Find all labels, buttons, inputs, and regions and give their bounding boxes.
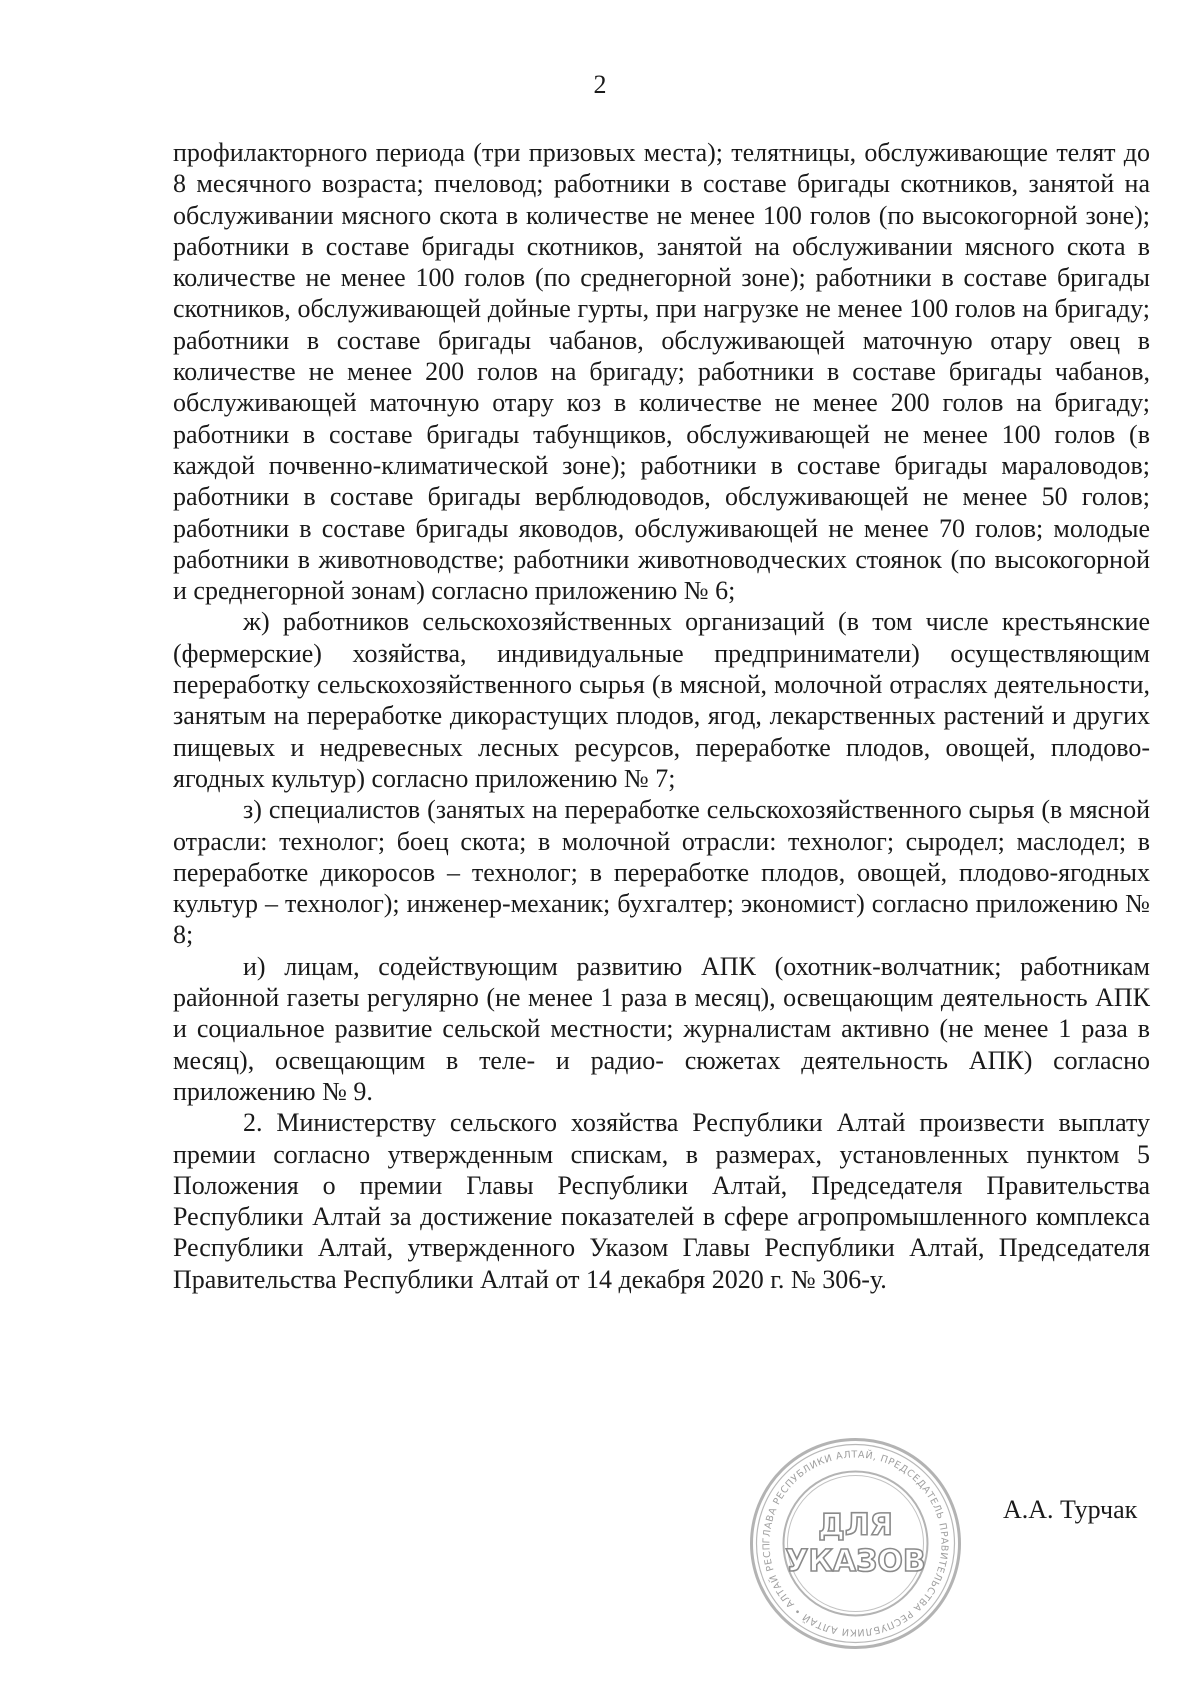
paragraph-item-i: и) лицам, содействующим развитию АПК (охотник-волчатник; работникам районной газеты регулярно (не менее 1 раза в месяц), освещающим деятельность АПК и социальное развитие сельской местности; журналистам активно (не менее 1 раза в месяц), освещающим в теле- и радио- сюжетах деятельность АПК) согласно приложению № 9.	[173, 951, 1150, 1106]
page-number: 2	[593, 70, 607, 99]
document-body	[173, 137, 1150, 1295]
paragraph-clause-2: 2. Министерству сельского хозяйства Республики Алтай произвести выплату премии согласно утвержденным спискам, в размерах, установленных пунктом 5 Положения о премии Главы Республики Алтай, Председателя Правительства Республики Алтай за достижение показателей в сфере агропромышленного комплекса Республики Алтай, утвержденного Указом Главы Республики Алтай, Председателя Правительства Республики Алтай от 14 декабря 2020 г. № 306-у.	[173, 1108, 1150, 1294]
paragraph-continuation: профилакторного периода (три призовых места); телятницы, обслуживающие телят до 8 месячного возраста; пчеловод; работники в составе бригады скотников, занятой на обслуживании мясного скота в количестве не менее 100 голов (по высокогорной зоне); работники в составе бригады скотников, занятой на обслуживании мясного скота в количестве не менее 100 голов (по среднегорной зоне); работники в составе бригады скотников, обслуживающей дойные гурты, при нагрузке не менее 100 голов на бригаду; работники в составе бригады чабанов, обслуживающей маточную отару овец в количестве не менее 200 голов на бригаду; работники в составе бригады чабанов, обслуживающей маточную отару коз в количестве не менее 200 голов на бригаду; работники в составе бригады табунщиков, обслуживающей не менее 100 голов (в каждой почвенно-климатической зоне); работники в составе бригады мараловодов; работники в составе бригады верблюдоводов, обслуживающей не менее 50 голов; работники в составе бригады яководов, обслуживающей не менее 70 голов; молодые работники в животноводстве; работники животноводческих стоянок (по высокогорной и среднегорной зонам) согласно приложению № 6;	[173, 138, 1150, 606]
paragraph-item-zh: ж) работников сельскохозяйственных организаций (в том числе крестьянские (фермерские) хозяйства, индивидуальные предприниматели) осуществляющим переработку сельскохозяйственного сырья (в мясной, молочной отраслях деятельности, занятым на переработке дикорастущих плодов, ягод, лекарственных растений и других пищевых и недревесных лесных ресурсов, переработке плодов, овощей, плодово-ягодных культур) согласно приложению № 7;	[173, 607, 1150, 793]
paragraph-item-z: з) специалистов (занятых на переработке сельскохозяйственного сырья (в мясной отрасли: технолог; боец скота; в молочной отрасли: технолог; сыродел; маслодел; в переработке дикоросов – технолог; в переработке плодов, овощей, плодово-ягодных культур – технолог); инженер-механик; бухгалтер; экономист) согласно приложению № 8;	[173, 795, 1150, 950]
stamp-ring-text: ГЛАВА РЕСПУБЛИКИ АЛТАЙ, ПРЕДСЕДАТЕЛЬ ПРАВИТЕЛЬСТВА РЕСПУБЛИКИ АЛТАЙ • АЛТАЙ РЕСП	[761, 1449, 950, 1638]
stamp-center-line-2: УКАЗОВ	[785, 1544, 926, 1579]
stamp-center-line-1: ДЛЯ	[818, 1508, 893, 1543]
official-stamp	[748, 1436, 963, 1651]
signatory-name: А.А. Турчак	[1003, 1495, 1138, 1524]
